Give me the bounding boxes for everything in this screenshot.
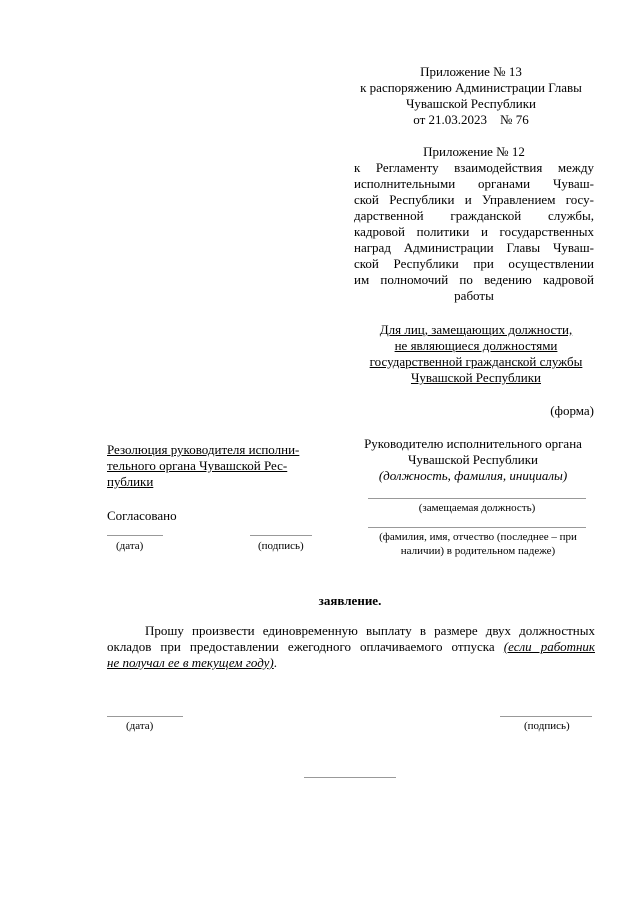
agreed-sign-line [250, 535, 312, 536]
appendix-12-line: кадровой политики и государственных [354, 224, 594, 239]
fio-line [368, 527, 586, 528]
body-note: (если работник [503, 639, 595, 654]
audience-line: Чувашской Республики [410, 370, 542, 385]
appendix-12-line: наград Администрации Главы Чуваш- [354, 240, 594, 255]
appendix-12-line: исполнительными органами Чуваш- [354, 176, 594, 191]
audience-note [346, 322, 606, 386]
appendix-13-date-number: от 21.03.2023 № 76 [413, 112, 529, 127]
body-line-2 [107, 639, 595, 655]
agreed-sign-caption: (подпись) [258, 540, 304, 552]
appendix-12-line: дарственной гражданской службы, [354, 208, 594, 223]
footer-separator [304, 777, 396, 778]
appendix-12-line-last: работы [454, 288, 494, 303]
appendix-12-line: к Регламенту взаимодействия между [354, 160, 594, 175]
agreed-label: Согласовано [107, 508, 177, 523]
addressee-line: Чувашской Республики [407, 452, 539, 467]
applicant-sign-line [500, 716, 592, 717]
body-text: окладов при предоставлении ежегодного оплачиваемого отпуска [107, 639, 495, 654]
position-caption: (замещаемая должность) [418, 502, 536, 514]
application-body [107, 623, 595, 671]
appendix-12-title: Приложение № 12 [423, 144, 525, 159]
appendix-13-title: Приложение № 13 [420, 64, 522, 79]
body-text: . [273, 655, 278, 670]
appendix-12-block [354, 144, 594, 304]
agreed-date-caption: (дата) [116, 540, 144, 552]
resolution-line: тельного органа Чувашской Рес- [107, 458, 288, 473]
appendix-13-block [346, 64, 596, 128]
audience-line: государственной гражданской службы [369, 354, 583, 369]
fio-caption-line: наличии) в родительном падеже) [400, 545, 556, 557]
applicant-sign-caption: (подпись) [524, 720, 570, 732]
form-label: (форма) [550, 403, 594, 418]
appendix-12-line: ской Республики и Управлением госу- [354, 192, 594, 207]
fio-caption-line: (фамилия, имя, отчество (последнее – при [379, 531, 577, 543]
applicant-date-caption: (дата) [126, 720, 154, 732]
appendix-12-line: им полномочий по ведению кадровой [354, 272, 594, 287]
fio-caption [356, 530, 600, 558]
document-title: заявление. [318, 593, 382, 608]
resolution-block [107, 442, 327, 490]
appendix-13-line: Чувашской Республики [405, 96, 537, 111]
addressee-block [350, 436, 596, 484]
appendix-13-line: к распоряжению Администрации Главы [360, 80, 582, 95]
addressee-hint: (должность, фамилия, инициалы) [378, 468, 568, 483]
addressee-line: Руководителю исполнительного органа [364, 436, 582, 451]
appendix-12-line: ской Республики при осуществлении [354, 256, 594, 271]
resolution-line: Резолюция руководителя исполни- [107, 442, 300, 457]
body-line-1: Прошу произвести единовременную выплату в размере двух должностных [145, 623, 595, 638]
body-line-3 [107, 655, 595, 671]
resolution-line: публики [107, 474, 154, 489]
audience-line: Для лиц, замещающих должности, [379, 322, 573, 337]
applicant-date-line [107, 716, 183, 717]
audience-line: не являющиеся должностями [394, 338, 558, 353]
position-line [368, 498, 586, 499]
body-note: не получал ее в текущем году) [107, 655, 274, 670]
agreed-date-line [107, 535, 163, 536]
